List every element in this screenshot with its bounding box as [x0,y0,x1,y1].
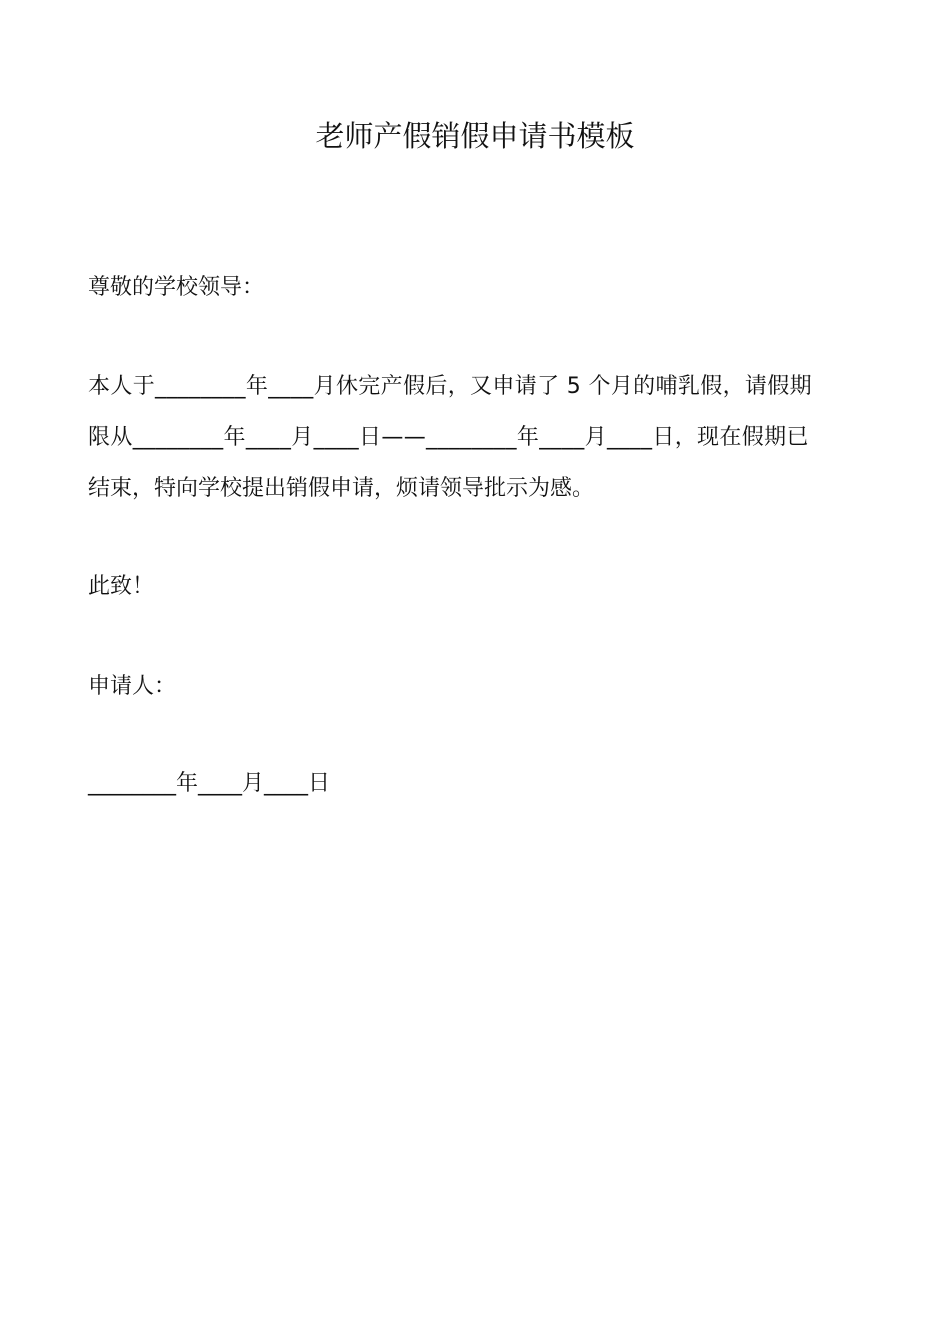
body-line-3: 结束，特向学校提出销假申请，烦请领导批示为感。 [88,476,595,501]
body-line-2: 限从________年____月____日——________年____月____日，现在假期已 [88,425,809,450]
body-line-1: 本人于________年____月休完产假后，又申请了 5 个月的哺乳假，请假期 [88,374,812,399]
document-title: 老师产假销假申请书模板 [315,119,635,153]
closing-line: 此致！ [88,574,155,599]
greeting-line: 尊敬的学校领导： [88,275,265,300]
date-line: ________年____月____日 [88,771,331,796]
applicant-label: 申请人： [88,674,177,699]
